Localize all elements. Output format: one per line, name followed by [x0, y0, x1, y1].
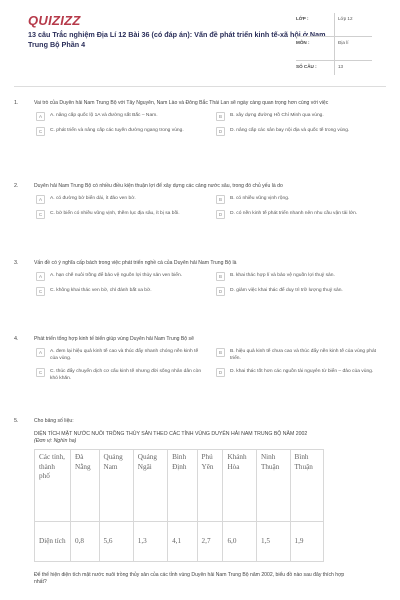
document-title: 13 câu Trắc nghiệm Địa Lí 12 Bài 36 (có đáp án): Vấn đề phát triển kinh tế-xã hội ở Nam Trung Bộ Phần 4: [28, 30, 326, 49]
question-text: Cho bảng số liệu:: [34, 418, 74, 424]
header-divider: [14, 86, 386, 87]
table-header-cell: Quảng Nam: [99, 450, 133, 522]
option-letter: B: [216, 112, 225, 121]
options-grid: [36, 112, 386, 136]
table-header-cell: Phú Yên: [197, 450, 223, 522]
options-grid: [36, 348, 386, 382]
option-text: A. hạn chế nuôi trồng để bảo vệ nguồn lợi thủy sản ven biển.: [50, 273, 183, 279]
table-header-cell: Ninh Thuận: [256, 450, 290, 522]
question-number: 4.: [14, 336, 19, 342]
option-a[interactable]: [36, 112, 206, 121]
quizizz-logo: QUIZIZZ: [28, 13, 81, 28]
option-b[interactable]: [216, 112, 386, 121]
data-table: [34, 449, 324, 562]
option-c[interactable]: [36, 210, 206, 219]
table-header-row: [35, 450, 324, 522]
table-header-cell: Bình Định: [168, 450, 197, 522]
option-letter: A: [36, 195, 45, 204]
option-text: C. bờ biển có nhiều vũng vịnh, thềm lục địa sâu, ít bị sa bồi.: [50, 211, 180, 217]
table-unit: (Đơn vị: Nghìn ha): [34, 438, 77, 445]
question-number: 3.: [14, 260, 19, 266]
question-4: [14, 336, 386, 383]
option-text: A. nâng cấp quốc lộ 1A và đường sắt Bắc – Nam.: [50, 113, 158, 119]
option-d[interactable]: [216, 287, 386, 296]
option-text: B. xây dựng đường Hồ Chí Minh qua vùng.: [230, 113, 324, 119]
table-cell: 0,8: [71, 522, 100, 562]
meta-subject-label: MÔN :: [296, 40, 310, 45]
table-header-cell: Các tỉnh, thành phố: [35, 450, 71, 522]
option-b[interactable]: [216, 272, 386, 281]
option-letter: D: [216, 127, 225, 136]
table-cell: 4,1: [168, 522, 197, 562]
table-cell: 2,7: [197, 522, 223, 562]
option-text: C. không khai thác ven bờ, chỉ đánh bắt xa bờ.: [50, 288, 152, 294]
meta-count-label: SỐ CÂU :: [296, 64, 317, 69]
table-cell: 6,0: [223, 522, 257, 562]
question-5: [14, 418, 386, 587]
option-letter: C: [36, 287, 45, 296]
question-2: [14, 183, 386, 219]
option-text: D. khai thác tốt hơn các nguồn tài nguyên từ biển – đảo của vùng.: [230, 369, 374, 375]
table-cell: 1,5: [256, 522, 290, 562]
option-a[interactable]: [36, 272, 206, 281]
meta-subject-value: Địa lí: [334, 37, 372, 60]
option-text: A. có đường bờ biển dài, ít đảo ven bờ.: [50, 196, 136, 202]
question-text: Vấn đề có ý nghĩa cấp bách trong việc phát triển nghề cá của Duyên hải Nam Trung Bộ là: [34, 260, 237, 266]
option-letter: D: [216, 368, 225, 377]
option-text: A. đem lại hiệu quả kinh tế cao và thúc đẩy nhanh chóng nền kinh tế của vùng.: [50, 349, 199, 361]
question-number: 2.: [14, 183, 19, 189]
table-row-label: Diện tích: [35, 522, 71, 562]
meta-box: [296, 13, 372, 75]
meta-count-row: [296, 61, 372, 75]
option-c[interactable]: [36, 368, 206, 382]
meta-count-value: 13: [334, 61, 372, 75]
option-c[interactable]: [36, 127, 206, 136]
question-number: 1.: [14, 100, 19, 106]
question-text: Duyên hải Nam Trung Bộ có nhiều điều kiện thuận lợi để xây dựng các cảng nước sâu, trong đó chủ yếu là do: [34, 183, 283, 189]
option-text: D. nâng cấp các sân bay nội địa và quốc tế trong vùng.: [230, 128, 350, 134]
option-text: B. hiệu quả kinh tế chưa cao và thúc đẩy nền kinh tế của vùng phát triển.: [230, 349, 377, 361]
option-text: B. có nhiều vũng vịnh rộng.: [230, 196, 290, 202]
meta-class-label: LỚP :: [296, 16, 309, 21]
option-letter: A: [36, 272, 45, 281]
option-letter: D: [216, 210, 225, 219]
table-header-cell: Bình Thuận: [290, 450, 323, 522]
option-a[interactable]: [36, 195, 206, 204]
question-text: Vai trò của Duyên hải Nam Trung Bộ với Tây Nguyên, Nam Lào và Đông Bắc Thái Lan sẽ ngày càng quan trọng hơn cùng với việc: [34, 100, 329, 106]
meta-class-row: [296, 13, 372, 37]
option-text: D. giảm việc khai thác để duy trì trữ lượng thuỷ sản.: [230, 288, 343, 294]
option-d[interactable]: [216, 210, 386, 219]
table-header-cell: Quảng Ngãi: [133, 450, 167, 522]
table-title: DIỆN TÍCH MẶT NƯỚC NUÔI TRỒNG THỦY SẢN THEO CÁC TỈNH VÙNG DUYÊN HẢI NAM TRUNG BỘ NĂM 2002: [34, 431, 308, 438]
option-text: B. khai thác hợp lí và bảo vệ nguồn lợi thuỷ sản.: [230, 273, 335, 279]
option-d[interactable]: [216, 127, 386, 136]
option-text: C. phát triển và nâng cấp các tuyến đường ngang trong vùng.: [50, 128, 184, 134]
question-3: [14, 260, 386, 296]
table-cell: 1,3: [133, 522, 167, 562]
option-letter: D: [216, 287, 225, 296]
option-letter: A: [36, 348, 45, 357]
option-letter: C: [36, 127, 45, 136]
table-header-cell: Khánh Hòa: [223, 450, 257, 522]
option-b[interactable]: [216, 195, 386, 204]
question-follow-up: Để thể hiện diện tích mặt nước nuôi trồng thủy sản của các tỉnh vùng Duyên hải Nam Trung Bộ năm 2002, biểu đồ nào sau đây thích hợp nhất?: [34, 572, 345, 586]
option-letter: A: [36, 112, 45, 121]
option-letter: C: [36, 368, 45, 377]
table-cell: 1,9: [290, 522, 323, 562]
option-letter: C: [36, 210, 45, 219]
meta-subject-row: [296, 37, 372, 61]
question-1: [14, 100, 386, 136]
option-letter: B: [216, 272, 225, 281]
meta-class-value: Lớp 12: [334, 13, 372, 36]
question-text: Phát triển tổng hợp kinh tế biển giúp vùng Duyên hải Nam Trung Bộ sẽ: [34, 336, 194, 342]
document-header: [14, 0, 386, 84]
option-text: D. có nền kinh tế phát triển nhanh nên nhu cầu vận tải lớn.: [230, 211, 358, 217]
options-grid: [36, 195, 386, 219]
option-letter: B: [216, 348, 225, 357]
option-letter: B: [216, 195, 225, 204]
option-a[interactable]: [36, 348, 206, 362]
options-grid: [36, 272, 386, 296]
table-header-cell: Đà Nẵng: [71, 450, 100, 522]
option-c[interactable]: [36, 287, 206, 296]
option-text: C. thúc đẩy chuyển dịch cơ cấu kinh tế nhưng đời sống nhân dân còn khó khăn.: [50, 369, 202, 381]
option-d[interactable]: [216, 368, 386, 382]
option-b[interactable]: [216, 348, 386, 362]
table-cell: 5,6: [99, 522, 133, 562]
table-row: [35, 522, 324, 562]
question-number: 5.: [14, 418, 19, 424]
